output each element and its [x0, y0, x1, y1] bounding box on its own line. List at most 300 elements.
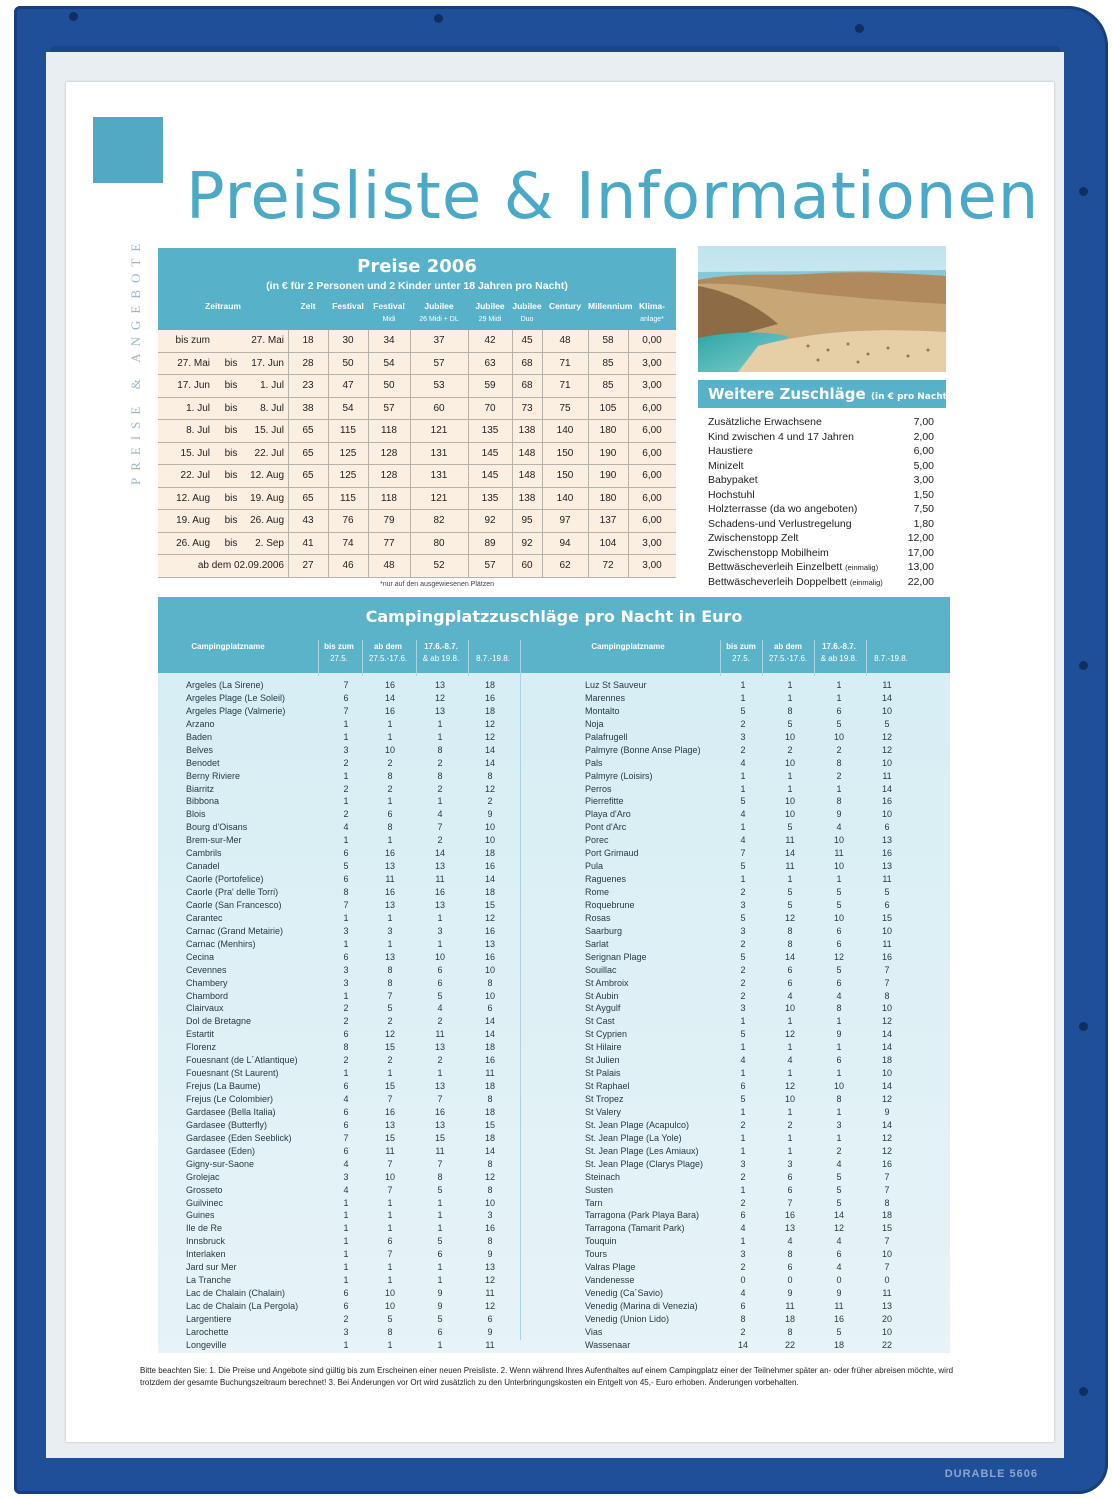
- surcharge-cell: 1: [740, 1016, 746, 1027]
- price-cell: 94: [559, 537, 571, 549]
- surcharge-cell: 10: [484, 990, 495, 1001]
- campsite-name: Innsbruck: [186, 1236, 226, 1247]
- surcharge-cell: 4: [437, 1003, 443, 1014]
- surcharge-cell: 14: [484, 874, 495, 885]
- surcharge-cell: 14: [384, 692, 395, 703]
- period-bis: bis: [224, 492, 238, 504]
- price-cell: 72: [602, 560, 614, 571]
- surcharge-cell: 1: [387, 1275, 393, 1286]
- surcharge-cell: 3: [343, 977, 349, 988]
- price-cell: 140: [556, 492, 574, 504]
- surcharge-cell: 6: [740, 1081, 746, 1092]
- surcharge-cell: 2: [740, 1262, 746, 1273]
- surcharge-cell: 16: [484, 1055, 495, 1066]
- surcharge-cell: 1: [836, 1016, 842, 1027]
- surcharge-cell: 10: [384, 744, 395, 755]
- surcharge-cell: 9: [836, 809, 842, 820]
- price-cell: 145: [481, 447, 499, 459]
- column-sublabel: & ab 19.8.: [422, 654, 460, 663]
- prices-column-header: [288, 300, 328, 313]
- surcharge-value: 1,80: [913, 517, 934, 530]
- surcharge-cell: 5: [836, 887, 842, 897]
- price-cell: 6,00: [642, 447, 662, 459]
- surcharge-cell: 4: [740, 809, 746, 820]
- surcharge-cell: 10: [881, 1249, 892, 1260]
- campsite-name: Montalto: [585, 705, 620, 716]
- campsite-name: Fouesnant (St Laurent): [186, 1068, 279, 1079]
- column-sublabel: Duo: [520, 316, 534, 323]
- surcharge-cell: 7: [343, 1132, 349, 1143]
- brand-mark: DURABLE 5606: [944, 1468, 1038, 1480]
- campsite-name: Biarritz: [186, 783, 215, 794]
- surcharge-cell: 2: [740, 1197, 746, 1208]
- surcharge-cell: 3: [740, 1249, 746, 1260]
- price-cell: 95: [521, 515, 533, 526]
- surcharge-cell: 16: [434, 1106, 445, 1117]
- surcharge-cell: 1: [836, 783, 842, 794]
- surcharge-cell: 14: [784, 848, 795, 859]
- surcharge-cell: 1: [437, 1197, 443, 1208]
- surcharge-cell: 8: [437, 744, 443, 755]
- campsite-name: Saarburg: [585, 925, 623, 936]
- campsite-name: Wassenaar: [585, 1339, 631, 1350]
- surcharge-cell: 2: [343, 1003, 349, 1014]
- price-cell: 18: [302, 335, 314, 346]
- surcharge-cell: 1: [740, 680, 746, 690]
- surcharges-title: Weitere Zuschläge: [708, 385, 866, 403]
- campsite-name: Ile de Re: [186, 1223, 223, 1234]
- surcharge-cell: 6: [437, 1249, 443, 1260]
- period-to: ab dem 02.09.2006: [197, 560, 284, 571]
- surcharge-cell: 1: [740, 770, 746, 781]
- surcharge-cell: 13: [434, 899, 445, 910]
- surcharge-cell: 1: [787, 1106, 793, 1117]
- surcharge-cell: 1: [836, 680, 842, 690]
- surcharge-cell: 14: [434, 848, 445, 859]
- surcharge-cell: 3: [343, 744, 349, 755]
- surcharge-cell: 1: [387, 1339, 393, 1350]
- period-bis: bis: [224, 470, 238, 481]
- campsite-name: Caorle (Pra' delle Torri): [186, 887, 279, 897]
- surcharge-cell: 2: [836, 744, 842, 755]
- surcharge-cell: 9: [437, 1288, 443, 1299]
- surcharge-cell: 6: [836, 938, 842, 949]
- surcharge-cell: 6: [787, 1171, 793, 1182]
- prices-row: [158, 533, 676, 556]
- side-label: PREISE & ANGEBOTE: [128, 236, 143, 485]
- camping-header-period: [814, 641, 864, 671]
- surcharge-value: 3,00: [913, 474, 934, 486]
- surcharge-cell: 14: [881, 1029, 892, 1040]
- surcharge-value: 2,00: [913, 430, 934, 443]
- surcharge-cell: 16: [881, 796, 892, 807]
- surcharge-cell: 9: [487, 1326, 493, 1337]
- surcharge-cell: 3: [836, 1119, 842, 1130]
- surcharge-cell: 11: [834, 1301, 844, 1311]
- surcharge-cell: 1: [740, 1145, 746, 1156]
- price-cell: 80: [433, 537, 445, 549]
- campsite-name: St Palais: [585, 1068, 621, 1079]
- prices-row: [158, 488, 676, 511]
- campsite-name: Pont d'Arc: [585, 822, 627, 833]
- surcharge-cell: 5: [884, 718, 890, 729]
- surcharge-item: [708, 503, 934, 518]
- surcharge-cell: 2: [343, 1313, 349, 1324]
- price-cell: 6,00: [642, 492, 662, 504]
- price-cell: 27: [302, 560, 314, 571]
- surcharge-cell: 16: [484, 861, 495, 872]
- campsite-name: St Aygulf: [585, 1003, 621, 1014]
- price-cell: 77: [383, 537, 395, 549]
- surcharge-cell: 18: [833, 1339, 844, 1350]
- price-cell: 121: [430, 425, 448, 436]
- camping-header-period: [762, 641, 814, 671]
- price-cell: 3,00: [642, 560, 662, 571]
- surcharge-cell: 16: [484, 951, 495, 962]
- prices-table: [158, 248, 676, 578]
- price-cell: 92: [484, 515, 496, 526]
- period-from: 1. Jul: [186, 402, 210, 414]
- surcharge-cell: 1: [437, 796, 443, 807]
- surcharge-cell: 12: [833, 951, 844, 962]
- campsite-name: Argeles Plage (Le Soleil): [186, 692, 286, 703]
- surcharge-cell: 16: [434, 887, 445, 897]
- period-from: 19. Aug: [176, 515, 210, 526]
- price-cell: 82: [433, 515, 445, 526]
- surcharge-cell: 1: [437, 731, 443, 742]
- campsite-name: St Julien: [585, 1055, 620, 1066]
- surcharge-cell: 2: [740, 977, 746, 988]
- surcharge-cell: 11: [785, 835, 795, 846]
- surcharge-cell: 13: [434, 1081, 445, 1092]
- surcharge-cell: 8: [387, 964, 393, 975]
- surcharge-cell: 7: [387, 1158, 393, 1169]
- surcharge-cell: 2: [343, 757, 349, 768]
- surcharge-cell: 10: [484, 964, 495, 975]
- surcharge-cell: 18: [484, 1106, 495, 1117]
- campsite-name: Vandenesse: [585, 1275, 635, 1286]
- surcharge-label: Kind zwischen 4 und 17 Jahren: [708, 430, 854, 443]
- campsite-name: Arzano: [186, 718, 215, 729]
- surcharge-cell: 1: [740, 1042, 746, 1053]
- price-cell: 6,00: [642, 515, 662, 526]
- campsite-name: Palafrugell: [585, 731, 628, 742]
- surcharge-label: Haustiere: [708, 445, 753, 457]
- campsite-name: Lac de Chalain (Chalain): [186, 1288, 286, 1299]
- surcharge-cell: 5: [836, 1197, 842, 1208]
- surcharge-cell: 4: [343, 822, 349, 833]
- surcharge-cell: 13: [434, 1119, 445, 1130]
- surcharge-cell: 8: [437, 1171, 443, 1182]
- column-label: ab dem: [773, 642, 802, 651]
- period-to: 12. Aug: [250, 470, 284, 481]
- prices-row: [158, 375, 676, 398]
- surcharge-cell: 9: [836, 1029, 842, 1040]
- price-cell: 138: [518, 492, 536, 504]
- column-label: 17.6.-8.7.: [424, 642, 458, 651]
- surcharge-cell: 14: [484, 744, 495, 755]
- column-label: Zeitraum: [205, 301, 241, 311]
- surcharge-cell: 9: [884, 1106, 890, 1117]
- prices-footnote: *nur auf den ausgewiesenen Plätzen: [380, 581, 495, 588]
- period-bis: bis: [224, 357, 238, 369]
- surcharge-cell: 6: [343, 848, 349, 859]
- period-from: 26. Aug: [176, 537, 210, 549]
- surcharge-cell: 1: [387, 1262, 393, 1273]
- campsite-name: St. Jean Plage (Les Amiaux): [585, 1145, 699, 1156]
- price-cell: 70: [484, 402, 496, 414]
- surcharge-cell: 14: [484, 757, 495, 768]
- price-cell: 45: [521, 335, 533, 346]
- surcharge-cell: 1: [836, 1132, 842, 1143]
- surcharge-cell: 7: [884, 1184, 890, 1195]
- surcharge-cell: 5: [787, 899, 793, 910]
- surcharge-cell: 1: [343, 1210, 349, 1221]
- column-sublabel: 27.5.-17.6.: [368, 654, 408, 663]
- surcharge-cell: 6: [343, 1119, 349, 1130]
- surcharge-cell: 2: [387, 783, 393, 794]
- prices-rows: [158, 330, 676, 578]
- surcharge-cell: 15: [384, 1132, 395, 1143]
- prices-table-header: [158, 248, 676, 330]
- column-label: 17.6.-8.7.: [822, 642, 856, 651]
- column-label: Jubilee: [424, 301, 454, 311]
- surcharge-cell: 16: [384, 848, 395, 859]
- price-cell: 60: [433, 402, 445, 414]
- campsite-name: Chambord: [186, 990, 229, 1001]
- campsite-name: Pals: [585, 757, 603, 768]
- surcharges-header: [698, 380, 952, 408]
- price-cell: 150: [556, 447, 574, 459]
- surcharge-cell: 13: [434, 1042, 445, 1053]
- surcharge-cell: 5: [740, 861, 746, 872]
- surcharge-cell: 8: [487, 1094, 493, 1104]
- campsite-name: Brem-sur-Mer: [186, 835, 242, 846]
- price-cell: 62: [559, 560, 571, 571]
- page-title: Preisliste & Informationen: [186, 160, 1040, 234]
- surcharge-cell: 1: [343, 731, 349, 742]
- prices-column-header: [158, 300, 288, 313]
- price-cell: 79: [383, 515, 395, 526]
- surcharge-cell: 5: [836, 1171, 842, 1182]
- surcharge-cell: 1: [343, 835, 349, 846]
- prices-row: [158, 465, 676, 488]
- surcharge-cell: 14: [737, 1339, 748, 1350]
- surcharge-cell: 4: [740, 757, 746, 768]
- surcharge-cell: 12: [484, 783, 495, 794]
- campsite-name: St. Jean Plage (La Yole): [585, 1132, 682, 1143]
- surcharge-cell: 1: [787, 1145, 793, 1156]
- surcharge-cell: 13: [784, 1223, 795, 1234]
- surcharge-item: [708, 431, 934, 446]
- surcharge-cell: 1: [740, 1184, 746, 1195]
- surcharge-cell: 1: [387, 1197, 393, 1208]
- campsite-name: St Cyprien: [585, 1029, 628, 1040]
- surcharge-cell: 14: [881, 692, 892, 703]
- period-to: 27. Mai: [251, 335, 284, 346]
- surcharge-cell: 1: [836, 692, 842, 703]
- surcharge-cell: 10: [784, 796, 795, 807]
- campsite-name: Cecina: [186, 951, 215, 962]
- surcharges-list: [708, 416, 934, 590]
- surcharge-label: Bettwäscheverleih Einzelbett (einmalig): [708, 561, 879, 573]
- surcharge-cell: 6: [740, 1301, 746, 1311]
- price-cell: 58: [602, 335, 614, 346]
- prices-column-header: [468, 300, 512, 326]
- period-to: 8. Jul: [260, 402, 284, 414]
- surcharge-cell: 7: [787, 1197, 793, 1208]
- surcharge-value: 12,00: [907, 532, 934, 544]
- surcharge-cell: 10: [434, 951, 445, 962]
- camping-header-period: [362, 641, 414, 671]
- camping-title: Campingplatzzuschläge pro Nacht in Euro: [365, 607, 743, 626]
- surcharge-cell: 18: [881, 1210, 892, 1221]
- surcharge-cell: 11: [485, 1288, 495, 1299]
- surcharge-cell: 11: [882, 874, 892, 885]
- surcharge-cell: 18: [484, 705, 495, 716]
- price-cell: 68: [521, 357, 533, 369]
- surcharge-cell: 1: [387, 731, 393, 742]
- campsite-name: Larochette: [186, 1326, 229, 1337]
- camping-header-period: [866, 641, 916, 671]
- period-from: 27. Mai: [177, 357, 210, 369]
- period-bis: bis: [224, 537, 238, 549]
- price-cell: 57: [484, 560, 496, 571]
- campsite-name: Estartit: [186, 1029, 215, 1040]
- surcharge-cell: 10: [384, 1301, 395, 1311]
- surcharge-cell: 5: [836, 964, 842, 975]
- price-cell: 131: [430, 470, 448, 481]
- column-label: Festival: [373, 301, 405, 311]
- surcharge-value: 5,00: [913, 459, 934, 472]
- surcharge-cell: 18: [784, 1313, 795, 1324]
- surcharge-cell: 16: [784, 1210, 795, 1221]
- surcharge-cell: 13: [434, 861, 445, 872]
- surcharge-cell: 13: [384, 951, 395, 962]
- campsite-name: Bibbona: [186, 796, 220, 807]
- period-from: 8. Jul: [186, 425, 210, 436]
- surcharge-cell: 10: [881, 1326, 892, 1337]
- price-cell: 92: [521, 537, 533, 549]
- surcharge-cell: 5: [437, 1236, 443, 1247]
- prices-subtitle: (in € für 2 Personen und 2 Kinder unter 18 Jahren pro Nacht): [266, 280, 568, 292]
- campsite-name: Cevennes: [186, 964, 227, 975]
- price-cell: 52: [433, 560, 445, 571]
- campsite-name: Bourg d'Oisans: [186, 822, 248, 833]
- campsite-name: Berny Riviere: [186, 770, 241, 781]
- surcharge-cell: 10: [784, 1003, 795, 1014]
- price-cell: 65: [302, 425, 314, 436]
- surcharge-cell: 2: [740, 718, 746, 729]
- surcharge-cell: 1: [387, 835, 393, 846]
- surcharge-cell: 3: [787, 1158, 793, 1169]
- surcharge-cell: 10: [833, 1081, 844, 1092]
- campsite-name: Caorle (San Francesco): [186, 899, 282, 910]
- period-bis: bis: [224, 425, 238, 436]
- surcharge-cell: 11: [385, 874, 395, 885]
- surcharge-cell: 1: [787, 1016, 793, 1027]
- campsite-name: Touquin: [585, 1236, 617, 1247]
- surcharge-cell: 8: [884, 1197, 890, 1208]
- prices-column-header: [410, 300, 468, 326]
- surcharge-cell: 14: [833, 1210, 844, 1221]
- surcharge-cell: 5: [836, 718, 842, 729]
- price-cell: 3,00: [642, 537, 662, 549]
- price-cell: 60: [521, 560, 533, 571]
- column-label: [890, 642, 892, 651]
- price-cell: 85: [602, 380, 614, 391]
- period-from: 17. Jun: [177, 380, 210, 391]
- price-cell: 75: [559, 402, 571, 414]
- surcharge-cell: 1: [437, 1262, 443, 1273]
- grid-line: [416, 640, 417, 676]
- surcharge-cell: 4: [343, 1094, 349, 1104]
- surcharge-cell: 3: [740, 1158, 746, 1169]
- price-cell: 180: [599, 492, 617, 504]
- campsite-name: Largentiere: [186, 1313, 232, 1324]
- surcharge-cell: 16: [484, 1223, 495, 1234]
- surcharge-cell: 12: [434, 692, 445, 703]
- surcharge-cell: 12: [784, 1029, 795, 1040]
- surcharge-cell: 2: [437, 783, 443, 794]
- prices-row: [158, 443, 676, 466]
- surcharge-cell: 13: [881, 1301, 892, 1311]
- surcharge-note: (einmalig): [849, 577, 883, 587]
- surcharge-cell: 13: [484, 938, 495, 949]
- surcharge-cell: 18: [484, 1132, 495, 1143]
- surcharge-cell: 4: [437, 809, 443, 820]
- campsite-name: Roquebrune: [585, 899, 635, 910]
- surcharge-cell: 6: [343, 874, 349, 885]
- campsite-name: Lac de Chalain (La Pergola): [186, 1301, 299, 1311]
- period-bis: bis: [224, 515, 238, 526]
- surcharge-cell: 3: [740, 925, 746, 936]
- surcharge-cell: 12: [484, 1275, 495, 1286]
- price-cell: 131: [430, 447, 448, 459]
- campsite-name: Blois: [186, 809, 206, 820]
- surcharge-cell: 7: [343, 705, 349, 716]
- surcharge-cell: 10: [881, 1003, 892, 1014]
- surcharge-cell: 6: [437, 1326, 443, 1337]
- surcharge-cell: 1: [787, 874, 793, 885]
- period-from: 12. Aug: [176, 492, 210, 504]
- prices-column-header: [588, 300, 633, 313]
- surcharge-cell: 6: [487, 1003, 493, 1014]
- surcharge-cell: 1: [343, 912, 349, 923]
- period-bis: bis: [224, 402, 238, 414]
- surcharge-cell: 10: [784, 1094, 795, 1104]
- price-cell: 65: [302, 447, 314, 459]
- prices-row: [158, 555, 676, 578]
- period-bis: bis: [224, 447, 238, 459]
- surcharge-cell: 10: [484, 822, 495, 833]
- surcharge-cell: 1: [343, 1275, 349, 1286]
- surcharge-cell: 1: [740, 874, 746, 885]
- surcharge-cell: 10: [784, 731, 795, 742]
- surcharge-cell: 5: [884, 887, 890, 897]
- surcharge-value: 13,00: [907, 561, 934, 573]
- surcharge-cell: 8: [787, 1249, 793, 1260]
- campsite-name: Chambery: [186, 977, 228, 988]
- surcharge-cell: 6: [740, 1210, 746, 1221]
- surcharge-cell: 7: [884, 1171, 890, 1182]
- surcharge-item: [708, 547, 934, 562]
- surcharge-cell: 4: [787, 990, 793, 1001]
- surcharge-value: 6,00: [913, 445, 934, 457]
- surcharge-cell: 1: [343, 1223, 349, 1234]
- surcharge-cell: 13: [434, 680, 445, 690]
- surcharge-cell: 8: [387, 770, 393, 781]
